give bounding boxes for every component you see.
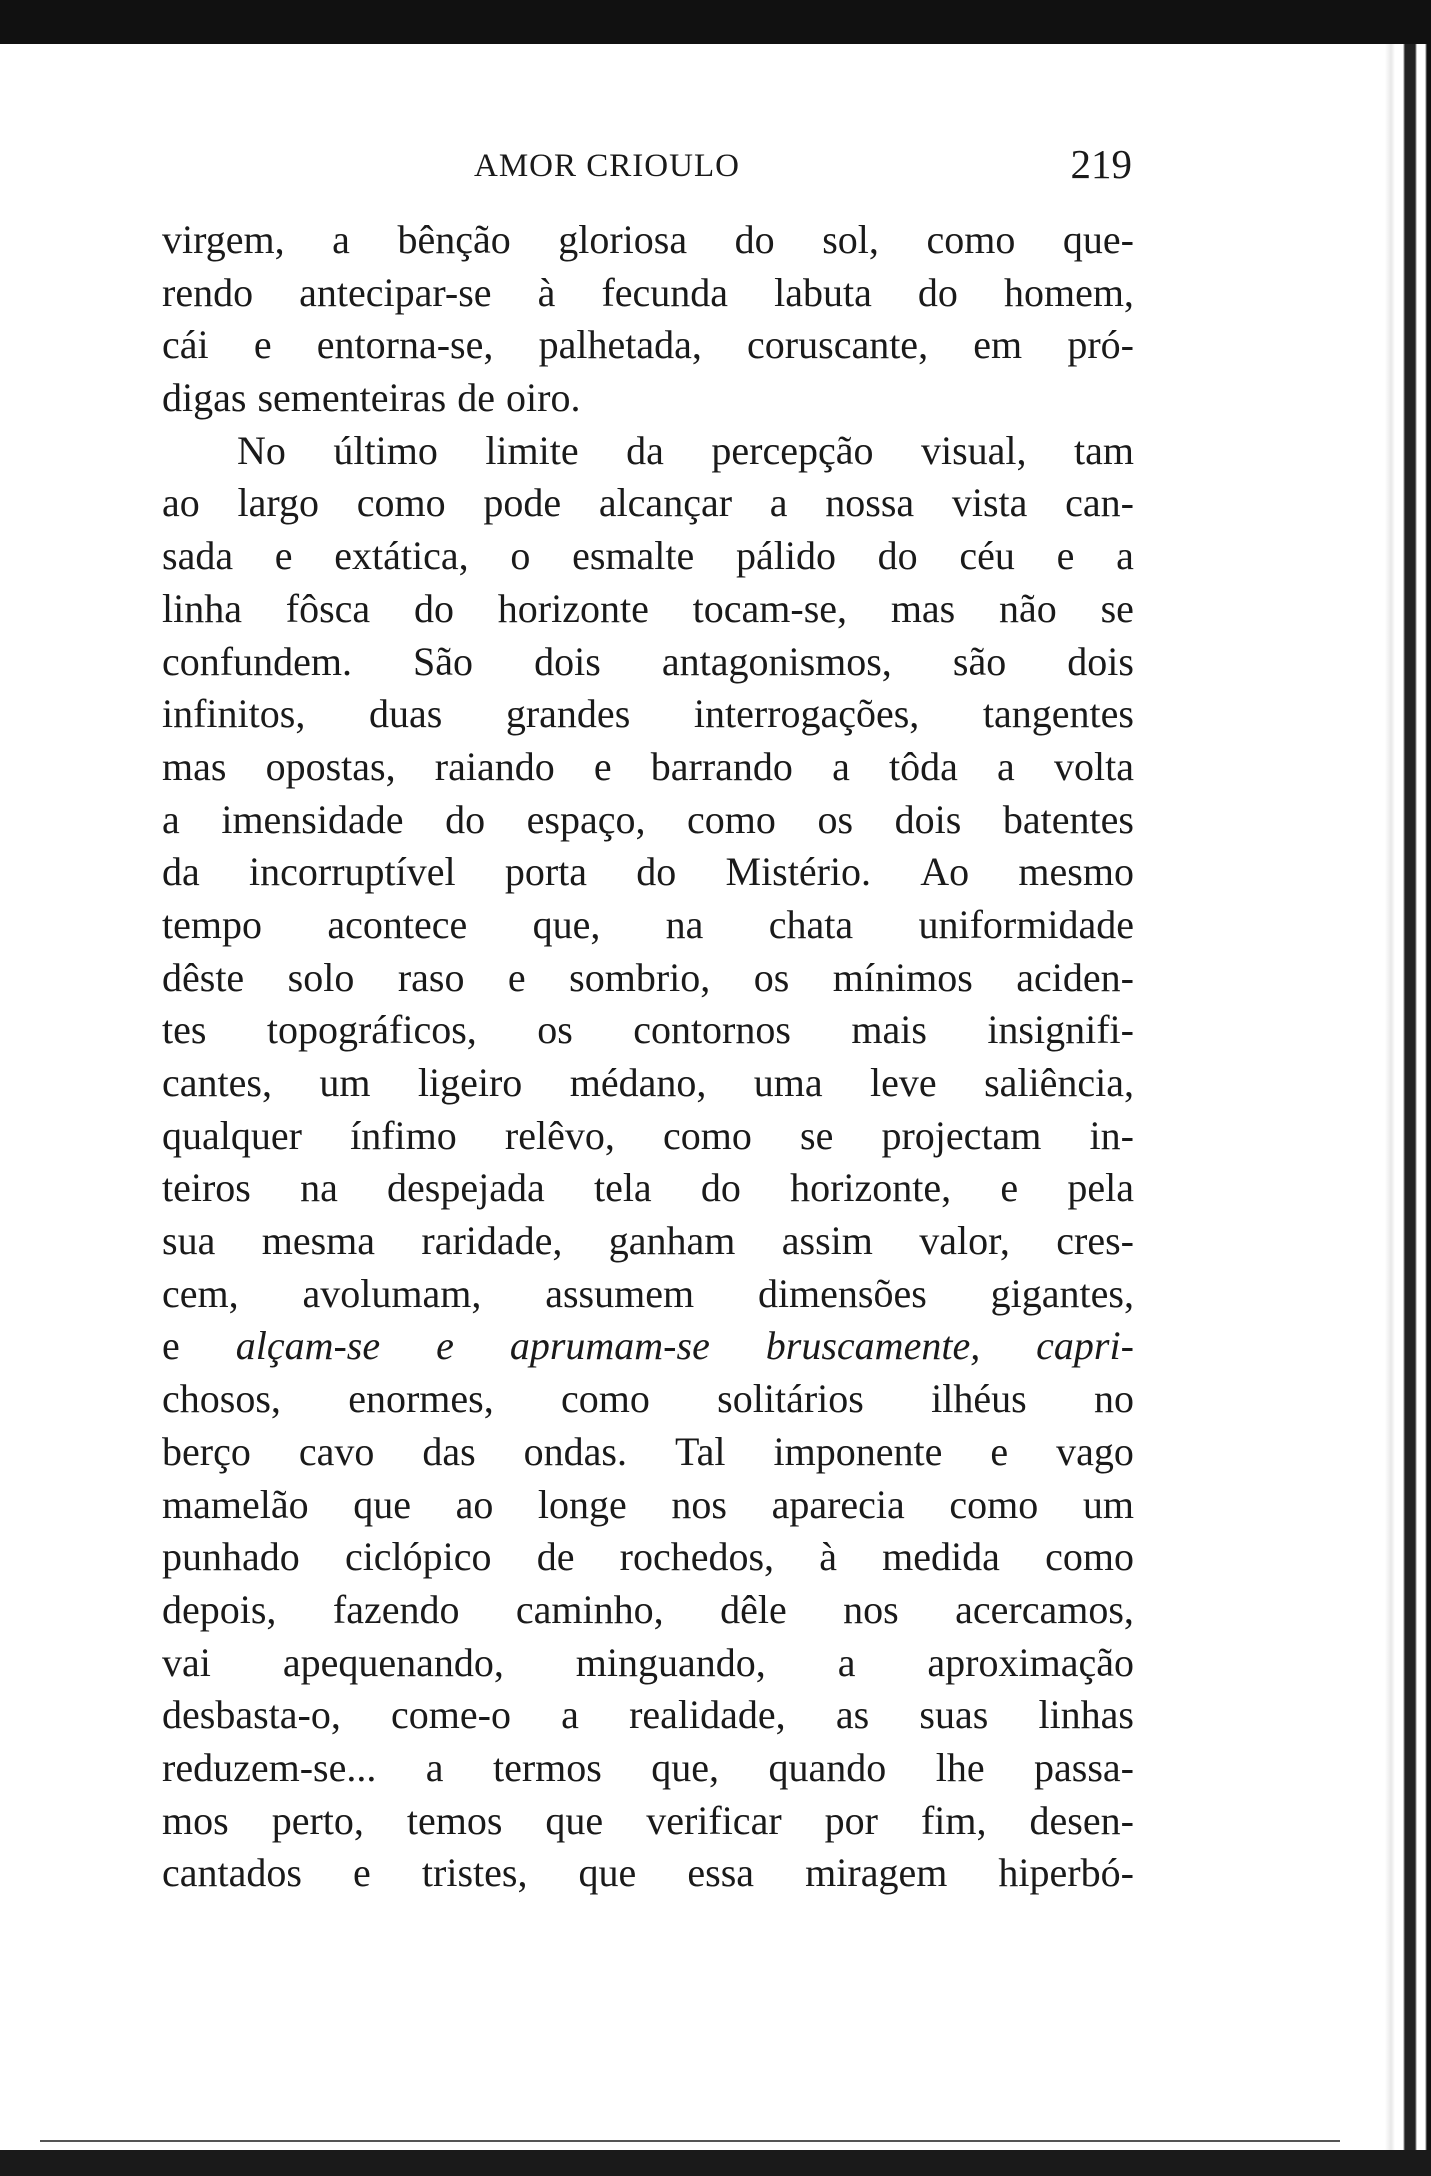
text-line: cem, avolumam, assumem dimensões gigantes, bbox=[162, 1270, 1134, 1316]
running-title: AMOR CRIOULO bbox=[474, 148, 740, 184]
text-line: infinitos, duas grandes interrogações, tangentes bbox=[162, 691, 1134, 737]
running-head bbox=[162, 140, 1134, 200]
text-line: cantes, um ligeiro médano, uma leve saliência, bbox=[162, 1060, 1134, 1105]
page-number: 219 bbox=[1070, 141, 1132, 187]
text-line: da incorruptível porta do Mistério. Ao mesmo bbox=[162, 849, 1134, 895]
text-line: reduzem-se... a termos que, quando lhe passa- bbox=[162, 1744, 1134, 1790]
book-page bbox=[162, 140, 1134, 1900]
text-line: sada e extática, o esmalte pálido do céu e a bbox=[162, 533, 1134, 579]
text-line: mas opostas, raiando e barrando a tôda a volta bbox=[162, 743, 1134, 789]
text-line: linha fôsca do horizonte tocam-se, mas não se bbox=[162, 585, 1134, 631]
scan-bottom-border bbox=[0, 2150, 1431, 2176]
text-line: sua mesma raridade, ganham assim valor, cres- bbox=[162, 1218, 1134, 1264]
text-line: e alçam-se e aprumam-se bruscamente, capri- bbox=[162, 1323, 1134, 1369]
text-line: tes topográficos, os contornos mais insignifi- bbox=[162, 1007, 1134, 1053]
text-line: berço cavo das ondas. Tal imponente e vago bbox=[162, 1428, 1134, 1474]
text-line: mamelão que ao longe nos aparecia como um bbox=[162, 1481, 1134, 1527]
text-line: cái e entorna-se, palhetada, coruscante, em pró- bbox=[162, 322, 1134, 368]
text-line: a imensidade do espaço, como os dois batentes bbox=[162, 796, 1134, 842]
text-line: desbasta-o, come-o a realidade, as suas linhas bbox=[162, 1692, 1134, 1738]
scan-right-edge bbox=[1385, 44, 1431, 2150]
text-line: qualquer ínfimo relêvo, como se projectam in- bbox=[162, 1112, 1134, 1158]
text-line: punhado ciclópico de rochedos, à medida como bbox=[162, 1534, 1134, 1580]
body-text bbox=[162, 214, 1134, 1900]
text-line: confundem. São dois antagonismos, são dois bbox=[162, 638, 1134, 684]
text-line: No último limite da percepção visual, tam bbox=[237, 427, 1134, 473]
text-line: rendo antecipar-se à fecunda labuta do homem, bbox=[162, 269, 1134, 315]
scan-bottom-rule bbox=[40, 2140, 1340, 2142]
text-line: ao largo como pode alcançar a nossa vista can- bbox=[162, 480, 1134, 526]
text-line: mos perto, temos que verificar por fim, desen- bbox=[162, 1797, 1134, 1843]
scan-top-border bbox=[0, 0, 1431, 44]
text-line: depois, fazendo caminho, dêle nos acercamos, bbox=[162, 1586, 1134, 1632]
text-line: virgem, a bênção gloriosa do sol, como que- bbox=[162, 217, 1134, 262]
text-line: tempo acontece que, na chata uniformidade bbox=[162, 901, 1134, 947]
text-line: digas sementeiras de oiro. bbox=[162, 375, 581, 421]
text-line: teiros na despejada tela do horizonte, e pela bbox=[162, 1165, 1134, 1211]
text-line: chosos, enormes, como solitários ilhéus no bbox=[162, 1376, 1134, 1422]
text-line: dêste solo raso e sombrio, os mínimos aciden- bbox=[162, 954, 1134, 1000]
text-line: vai apequenando, minguando, a aproximação bbox=[162, 1639, 1134, 1685]
text-line: cantados e tristes, que essa miragem hiperbó- bbox=[162, 1850, 1134, 1896]
